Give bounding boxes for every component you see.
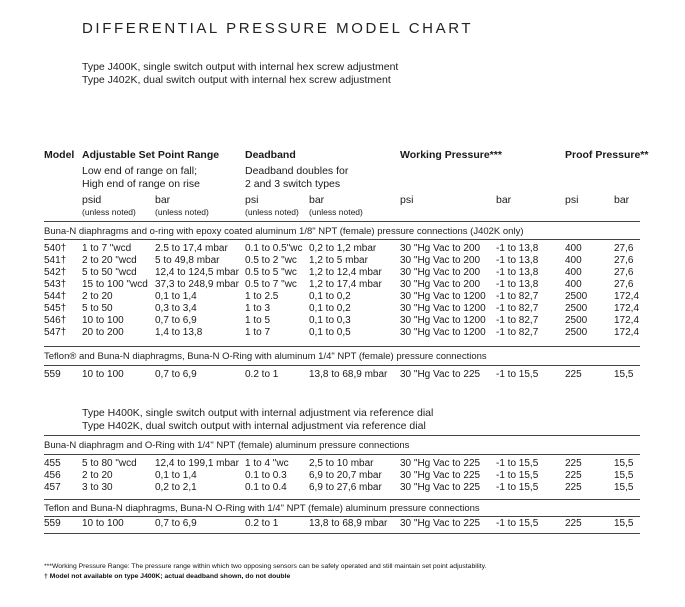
- divider: [44, 499, 640, 500]
- cell-working-bar: -1 to 15,5: [496, 369, 539, 380]
- model-table-group-1: [44, 243, 640, 339]
- cell-adj-psid: 2 to 20 "wcd: [82, 255, 137, 266]
- cell-working-psi: 30 "Hg Vac to 200: [400, 279, 481, 290]
- group-label: Teflon and Buna-N diaphragms, Buna-N O-Ring with 1/4" NPT (female) aluminum pressure connections: [44, 503, 480, 514]
- cell-proof-psi: 2500: [565, 327, 588, 338]
- unit-label: psi: [400, 194, 414, 206]
- cell-proof-psi: 225: [565, 518, 582, 529]
- cell-adj-psid: 5 to 80 "wcd: [82, 458, 137, 469]
- cell-deadband-psi: 0.2 to 1: [245, 518, 279, 529]
- cell-adj-psid: 15 to 100 "wcd: [82, 279, 148, 290]
- cell-proof-bar: 172,4: [614, 291, 640, 302]
- cell-deadband-psi: 1 to 3: [245, 303, 271, 314]
- cell-proof-bar: 27,6: [614, 255, 634, 266]
- cell-deadband-psi: 0.1 to 0.4: [245, 482, 287, 493]
- page-title: DIFFERENTIAL PRESSURE MODEL CHART: [82, 20, 474, 37]
- cell-deadband-psi: 0.2 to 1: [245, 369, 279, 380]
- cell-proof-psi: 400: [565, 255, 582, 266]
- cell-adj-bar: 0,1 to 1,4: [155, 291, 197, 302]
- cell-deadband-bar: 0,1 to 0,5: [309, 327, 351, 338]
- footnote-text: † Model not available on type J400K; actual deadband shown, do not double: [44, 573, 291, 580]
- cell-deadband-psi: 1 to 2.5: [245, 291, 279, 302]
- cell-proof-psi: 225: [565, 470, 582, 481]
- cell-adj-psid: 10 to 100: [82, 518, 124, 529]
- header-proof-pressure: Proof Pressure**: [565, 149, 649, 161]
- divider: [44, 221, 640, 222]
- cell-adj-bar: 0,7 to 6,9: [155, 518, 197, 529]
- cell-working-psi: 30 "Hg Vac to 200: [400, 255, 481, 266]
- cell-working-psi: 30 "Hg Vac to 225: [400, 470, 481, 481]
- cell-deadband-bar: 1,2 to 5 mbar: [309, 255, 368, 266]
- unit-note: (unless noted): [309, 207, 363, 217]
- group-label: Buna-N diaphragms and o-ring with epoxy coated aluminum 1/8" NPT (female) pressure connections (J402K only): [44, 226, 524, 237]
- cell-adj-psid: 2 to 20: [82, 470, 113, 481]
- cell-adj-bar: 5 to 49,8 mbar: [155, 255, 220, 266]
- cell-model: 544†: [44, 291, 67, 302]
- cell-working-bar: -1 to 13,8: [496, 243, 539, 254]
- cell-working-bar: -1 to 15,5: [496, 458, 539, 469]
- table-row: [44, 291, 640, 303]
- unit-label: bar: [309, 194, 325, 206]
- table-row: [44, 315, 640, 327]
- cell-deadband-bar: 0,1 to 0,2: [309, 291, 351, 302]
- header-note: Low end of range on fall;: [82, 165, 197, 177]
- cell-proof-bar: 15,5: [614, 458, 634, 469]
- cell-working-bar: -1 to 13,8: [496, 279, 539, 290]
- cell-adj-bar: 1,4 to 13,8: [155, 327, 203, 338]
- cell-model: 559: [44, 518, 61, 529]
- cell-model: 457: [44, 482, 61, 493]
- divider: [44, 346, 640, 347]
- cell-working-bar: -1 to 15,5: [496, 518, 539, 529]
- model-table-group-3: [44, 458, 640, 494]
- cell-proof-bar: 172,4: [614, 327, 640, 338]
- cell-adj-bar: 12,4 to 199,1 mbar: [155, 458, 239, 469]
- cell-adj-psid: 5 to 50 "wcd: [82, 267, 137, 278]
- intro-line: Type J400K, single switch output with internal hex screw adjustment: [82, 61, 399, 73]
- cell-deadband-bar: 0,1 to 0,3: [309, 315, 351, 326]
- cell-adj-bar: 0,3 to 3,4: [155, 303, 197, 314]
- cell-deadband-psi: 0.5 to 7 "wc: [245, 279, 297, 290]
- cell-working-psi: 30 "Hg Vac to 225: [400, 369, 481, 380]
- cell-adj-psid: 1 to 7 "wcd: [82, 243, 132, 254]
- cell-model: 543†: [44, 279, 67, 290]
- cell-adj-psid: 10 to 100: [82, 369, 124, 380]
- cell-working-psi: 30 "Hg Vac to 200: [400, 243, 481, 254]
- cell-proof-bar: 27,6: [614, 267, 634, 278]
- cell-adj-psid: 3 to 30: [82, 482, 113, 493]
- cell-proof-psi: 400: [565, 279, 582, 290]
- cell-proof-bar: 172,4: [614, 303, 640, 314]
- intro-line: Type H400K, single switch output with internal adjustment via reference dial: [82, 407, 434, 419]
- cell-deadband-bar: 1,2 to 12,4 mbar: [309, 267, 382, 278]
- cell-model: 455: [44, 458, 61, 469]
- cell-proof-bar: 15,5: [614, 482, 634, 493]
- table-row: [44, 255, 640, 267]
- cell-proof-psi: 2500: [565, 315, 588, 326]
- cell-proof-bar: 15,5: [614, 369, 634, 380]
- cell-model: 541†: [44, 255, 67, 266]
- cell-model: 559: [44, 369, 61, 380]
- header-note: Deadband doubles for: [245, 165, 349, 177]
- cell-deadband-psi: 1 to 7: [245, 327, 271, 338]
- cell-adj-bar: 0,7 to 6,9: [155, 369, 197, 380]
- divider: [44, 454, 640, 455]
- cell-model: 456: [44, 470, 61, 481]
- divider: [44, 533, 640, 534]
- cell-adj-bar: 37,3 to 248,9 mbar: [155, 279, 239, 290]
- unit-note: (unless noted): [155, 207, 209, 217]
- cell-proof-psi: 2500: [565, 303, 588, 314]
- cell-working-bar: -1 to 82,7: [496, 291, 539, 302]
- cell-deadband-bar: 1,2 to 17,4 mbar: [309, 279, 382, 290]
- unit-label: bar: [614, 194, 630, 206]
- header-note: High end of range on rise: [82, 178, 200, 190]
- unit-label: bar: [155, 194, 171, 206]
- cell-proof-psi: 2500: [565, 291, 588, 302]
- group-label: Buna-N diaphragm and O-Ring with 1/4" NPT (female) aluminum pressure connections: [44, 440, 410, 451]
- cell-adj-psid: 2 to 20: [82, 291, 113, 302]
- cell-proof-bar: 15,5: [614, 518, 634, 529]
- cell-working-psi: 30 "Hg Vac to 225: [400, 458, 481, 469]
- cell-proof-psi: 400: [565, 243, 582, 254]
- cell-deadband-psi: 1 to 5: [245, 315, 271, 326]
- divider: [44, 435, 640, 436]
- cell-proof-psi: 225: [565, 369, 582, 380]
- cell-model: 545†: [44, 303, 67, 314]
- cell-working-bar: -1 to 13,8: [496, 267, 539, 278]
- cell-model: 547†: [44, 327, 67, 338]
- model-table-group-4: [44, 518, 640, 530]
- footnote-text: Working Pressure Range: The pressure range within which two opposing sensors can be safely operated and still maintain set point adjustability.: [51, 563, 487, 570]
- footnote-mark: ***: [44, 563, 52, 570]
- cell-proof-bar: 27,6: [614, 279, 634, 290]
- cell-working-psi: 30 "Hg Vac to 225: [400, 518, 481, 529]
- cell-adj-psid: 5 to 50: [82, 303, 113, 314]
- header-model: Model: [44, 149, 75, 161]
- cell-model: 540†: [44, 243, 67, 254]
- unit-label: psid: [82, 194, 102, 206]
- footnote-model-note: [44, 573, 290, 580]
- cell-deadband-psi: 0.1 to 0.5"wc: [245, 243, 303, 254]
- table-row: [44, 518, 640, 530]
- table-row: [44, 267, 640, 279]
- cell-deadband-bar: 0,1 to 0,2: [309, 303, 351, 314]
- cell-proof-psi: 225: [565, 482, 582, 493]
- group-label: Teflon® and Buna-N diaphragms, Buna-N O-Ring with aluminum 1/4" NPT (female) pressure connections: [44, 351, 487, 362]
- cell-working-psi: 30 "Hg Vac to 1200: [400, 327, 486, 338]
- cell-deadband-bar: 6,9 to 20,7 mbar: [309, 470, 382, 481]
- cell-deadband-psi: 0.1 to 0.3: [245, 470, 287, 481]
- cell-proof-psi: 225: [565, 458, 582, 469]
- cell-deadband-bar: 0,2 to 1,2 mbar: [309, 243, 377, 254]
- cell-adj-bar: 0,2 to 2,1: [155, 482, 197, 493]
- cell-deadband-psi: 0.5 to 2 "wc: [245, 255, 297, 266]
- cell-adj-bar: 12,4 to 124,5 mbar: [155, 267, 239, 278]
- unit-note: (unless noted): [82, 207, 136, 217]
- table-row: [44, 327, 640, 339]
- cell-model: 542†: [44, 267, 67, 278]
- cell-working-psi: 30 "Hg Vac to 225: [400, 482, 481, 493]
- model-table-group-2: [44, 369, 640, 381]
- cell-working-bar: -1 to 15,5: [496, 482, 539, 493]
- cell-working-bar: -1 to 15,5: [496, 470, 539, 481]
- cell-deadband-bar: 13,8 to 68,9 mbar: [309, 518, 388, 529]
- cell-working-bar: -1 to 82,7: [496, 327, 539, 338]
- cell-adj-bar: 0,7 to 6,9: [155, 315, 197, 326]
- intro-line: Type J402K, dual switch output with internal hex screw adjustment: [82, 74, 391, 86]
- cell-proof-bar: 172,4: [614, 315, 640, 326]
- cell-adj-bar: 2.5 to 17,4 mbar: [155, 243, 228, 254]
- unit-label: bar: [496, 194, 512, 206]
- unit-note: (unless noted): [245, 207, 299, 217]
- cell-model: 546†: [44, 315, 67, 326]
- divider: [44, 365, 640, 366]
- cell-deadband-bar: 13,8 to 68,9 mbar: [309, 369, 388, 380]
- cell-deadband-bar: 2,5 to 10 mbar: [309, 458, 374, 469]
- cell-deadband-psi: 0.5 to 5 "wc: [245, 267, 297, 278]
- cell-working-psi: 30 "Hg Vac to 1200: [400, 303, 486, 314]
- intro-line: Type H402K, dual switch output with internal adjustment via reference dial: [82, 420, 426, 432]
- table-row: [44, 470, 640, 482]
- header-note: 2 and 3 switch types: [245, 178, 341, 190]
- cell-adj-psid: 20 to 200: [82, 327, 124, 338]
- table-row: [44, 458, 640, 470]
- unit-label: psi: [245, 194, 259, 206]
- table-row: [44, 279, 640, 291]
- header-deadband: Deadband: [245, 149, 296, 161]
- cell-deadband-psi: 1 to 4 "wc: [245, 458, 289, 469]
- table-row: [44, 303, 640, 315]
- cell-working-bar: -1 to 82,7: [496, 303, 539, 314]
- divider: [44, 239, 640, 240]
- table-row: [44, 369, 640, 381]
- cell-adj-bar: 0,1 to 1,4: [155, 470, 197, 481]
- cell-working-psi: 30 "Hg Vac to 200: [400, 267, 481, 278]
- table-row: [44, 243, 640, 255]
- cell-working-psi: 30 "Hg Vac to 1200: [400, 315, 486, 326]
- cell-proof-bar: 15,5: [614, 470, 634, 481]
- footnote-working-pressure: [44, 563, 486, 570]
- cell-proof-bar: 27,6: [614, 243, 634, 254]
- cell-working-bar: -1 to 82,7: [496, 315, 539, 326]
- cell-proof-psi: 400: [565, 267, 582, 278]
- divider: [44, 516, 640, 517]
- header-working-pressure: Working Pressure***: [400, 149, 502, 161]
- unit-label: psi: [565, 194, 579, 206]
- table-row: [44, 482, 640, 494]
- cell-working-bar: -1 to 13,8: [496, 255, 539, 266]
- cell-working-psi: 30 "Hg Vac to 1200: [400, 291, 486, 302]
- cell-deadband-bar: 6,9 to 27,6 mbar: [309, 482, 382, 493]
- cell-adj-psid: 10 to 100: [82, 315, 124, 326]
- header-adjustable-range: Adjustable Set Point Range: [82, 149, 220, 161]
